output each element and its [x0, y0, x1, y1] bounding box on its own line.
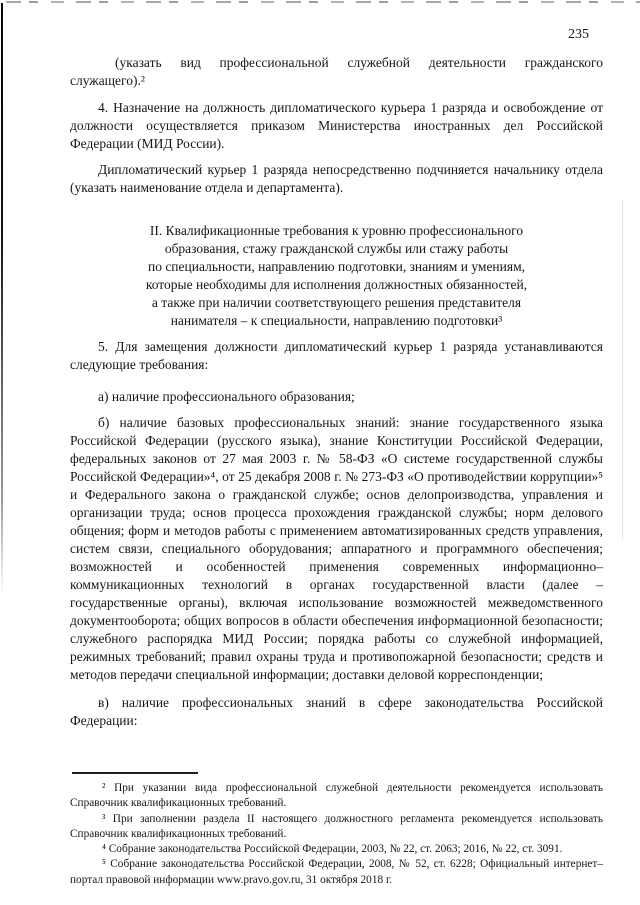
footnote-4: ⁴ Собрание законодательства Российской Федерации, 2003, № 22, ст. 2063; 2016, № 22, ст. 3091.	[102, 843, 563, 856]
footnote-3: ³ При заполнении раздела II настоящего должностного регламента рекомендуется использовать Справочник квалификационных требований.	[70, 812, 603, 840]
requirement-item-v: в) наличие профессиональных знаний в сфере законодательства Российской Федерации:	[70, 695, 603, 728]
requirement-item-a: а) наличие профессионального образования;	[98, 389, 355, 404]
section-2-heading	[70, 222, 603, 330]
heading-line: II. Квалификационные требования к уровню профессионального	[149, 223, 524, 238]
page-number: 235	[568, 27, 589, 42]
scan-artifact-right-edge	[622, 200, 623, 540]
paragraph-item-5: 5. Для замещения должности дипломатический курьер 1 разряда устанавливаются следующие требования:	[70, 339, 603, 372]
heading-line: по специальности, направлению подготовки, знаниям и умениям,	[147, 259, 526, 274]
paragraph-item-4: 4. Назначение на должность дипломатического курьера 1 разряда и освобождение от должности осуществляется приказом Министерства иностранных дел Российской Федерации (МИД России).	[70, 100, 603, 151]
paragraph-subordination: Дипломатический курьер 1 разряда непосредственно подчиняется начальнику отдела (указать наименование отдела и департамента).	[70, 162, 603, 195]
scan-artifact-left-edge	[1, 3, 3, 595]
requirement-item-b: б) наличие базовых профессиональных знаний: знание государственного языка Российской Федерации (русского языка), знание Конституции Российской Федерации, федеральных законов от 27 мая 2003 г. № 58-ФЗ «О системе государственной службы Российской Федерации»⁴, от 25 декабря 2008 г. № 273-ФЗ «О противодействии коррупции»⁵ и Федерального закона о гражданской службе; основ делопроизводства, управления и организации труда; основ процесса прохождения гражданской службы; норм делового общения; форм и методов работы с применением автоматизированных средств управления, систем связи, специального оборудования; аппаратного и программного обеспечения; возможностей и особенностей применения современных информационно–коммуникационных технологий в органах государственной власти (далее – государственные органы), включая использование возможностей межведомственного документооборота; общих вопросов в области обеспечения информационной безопасности; служебного распорядка МИД России; порядка работы со служебной информацией, режимных требований; правил охраны труда и противопожарной безопасности; средств и методов передачи специальной информации; доставки деловой корреспонденции;	[70, 415, 603, 682]
heading-line: которые необходимы для исполнения должностных обязанностей,	[145, 277, 528, 292]
footnotes-block	[70, 772, 603, 888]
footnote-2: ² При указании вида профессиональной служебной деятельности рекомендуется использовать Справочник квалификационных требований.	[70, 782, 603, 810]
footnote-separator	[72, 772, 198, 774]
paragraph-continuation-note: (указать вид профессиональной служебной деятельности гражданского служащего).²	[70, 55, 603, 88]
heading-line: образования, стажу гражданской службы или стажу работы	[164, 241, 509, 256]
heading-line: нанимателя – к специальности, направлению подготовки³	[170, 313, 503, 328]
heading-line: а также при наличии соответствующего решения представителя	[151, 295, 522, 310]
page-content	[70, 0, 603, 888]
footnote-5: ⁵ Собрание законодательства Российской Федерации, 2008, № 52, ст. 6228; Официальный интернет–портал правовой информации www.pravo.gov.ru, 31 октября 2018 г.	[70, 858, 603, 886]
